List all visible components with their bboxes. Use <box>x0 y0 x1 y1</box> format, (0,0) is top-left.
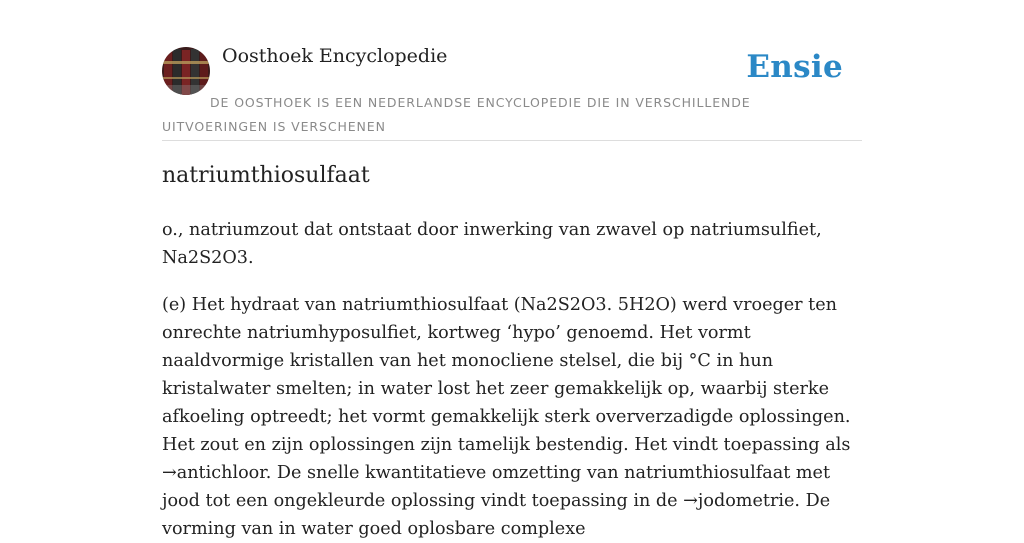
site-header <box>162 0 862 141</box>
book-spines-icon[interactable] <box>162 47 210 95</box>
article-title: natriumthiosulfaat <box>162 163 370 188</box>
article-paragraph: o., natriumzout dat ontstaat door inwerking van zwavel op natriumsulfiet, Na2S2O3. <box>162 220 822 268</box>
page <box>162 0 862 539</box>
site-name-link[interactable]: Oosthoek Encyclopedie <box>222 45 448 67</box>
article-paragraph: (e) Het hydraat van natriumthiosulfaat (Na2S2O3. 5H2O) werd vroeger ten onrechte natriumhyposulfiet, kortweg ‘hypo’ genoemd. Het vormt naaldvormige kristallen van het monocliene stelsel, die bij °C in hun kristalwater smelten; in water lost het zeer gemakkelijk op, waarbij sterke afkoeling optreedt; het vormt gemakkelijk sterk oververzadigde oplossingen. Het zout en zijn oplossingen zijn tamelijk bestendig. Het vindt toepassing als →antichloor. De snelle kwantitatieve omzetting van natriumthiosulfaat met jood tot een ongekleurde oplossing vindt toepassing in de →jodometrie. De vorming van in water goed oplosbare complexe <box>162 295 851 539</box>
brand-logo-link[interactable]: Ensie <box>746 49 843 85</box>
site-tagline: DE OOSTHOEK IS EEN NEDERLANDSE ENCYCLOPEDIE DIE IN VERSCHILLENDE UITVOERINGEN IS VERSCHENEN <box>162 95 751 134</box>
